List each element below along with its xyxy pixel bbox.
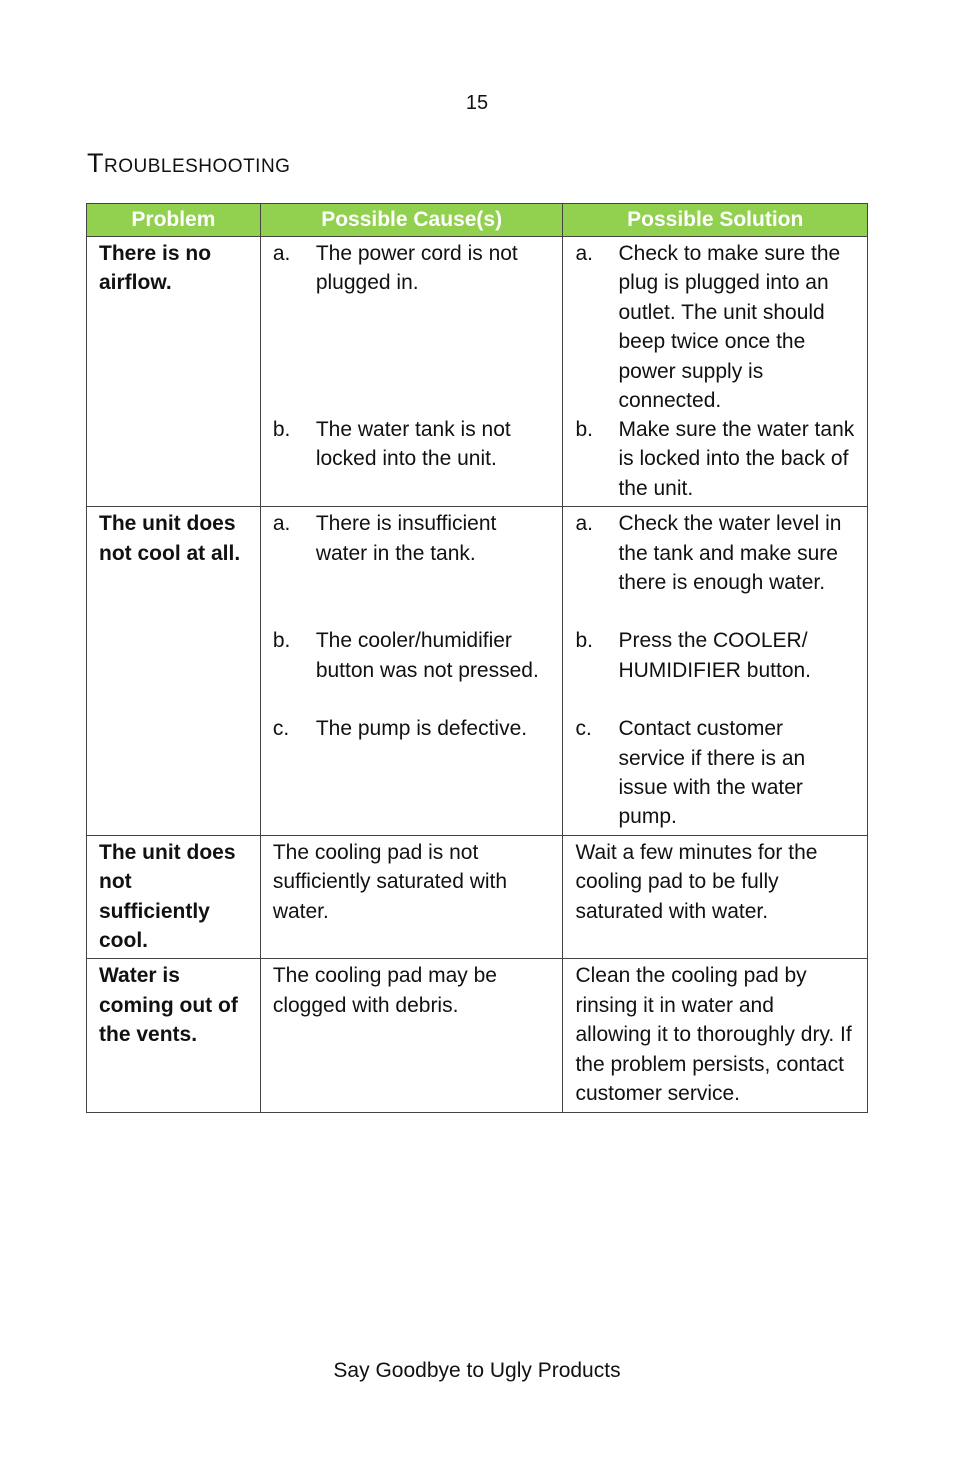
cause-cell: The cooling pad may be clogged with debris. xyxy=(260,959,563,1112)
problem-cell: The unit does not sufficiently cool. xyxy=(87,835,261,959)
cause-cell xyxy=(260,237,563,507)
list-text: Check to make sure the plug is plugged into an outlet. The unit should beep twice once the power supply is connected. xyxy=(618,242,841,413)
list-text: The pump is defective. xyxy=(315,717,528,741)
list-letter: b. xyxy=(575,418,593,441)
list-item xyxy=(273,415,551,474)
table-row xyxy=(87,959,868,1112)
solution-cell xyxy=(563,507,868,836)
troubleshooting-table xyxy=(86,203,868,1113)
table-row xyxy=(87,237,868,507)
problem-cell: The unit does not cool at all. xyxy=(87,507,261,836)
list-letter: c. xyxy=(272,717,290,741)
list-text: The cooler/humidifier button was not pressed. xyxy=(315,629,539,682)
list-letter: b. xyxy=(272,418,291,441)
table-header-row xyxy=(87,204,868,237)
list-item xyxy=(575,239,855,415)
header-problem: Problem xyxy=(87,204,261,237)
list-item xyxy=(575,415,855,503)
list-letter: a. xyxy=(575,242,593,265)
list-item xyxy=(273,509,551,626)
list-letter: a. xyxy=(272,512,291,536)
list-item xyxy=(575,714,855,832)
list-letter: c. xyxy=(575,717,592,741)
problem-cell: Water is coming out of the vents. xyxy=(87,959,261,1112)
list-item xyxy=(273,239,551,415)
footer-slogan: Say Goodbye to Ugly Products xyxy=(333,1359,621,1382)
header-causes: Possible Cause(s) xyxy=(260,204,563,237)
list-item xyxy=(273,714,551,743)
list-text: Make sure the water tank is locked into the back of the unit. xyxy=(618,418,855,500)
solution-cell: Clean the cooling pad by rinsing it in water and allowing it to thoroughly dry. If the problem persists, contact customer service. xyxy=(563,959,868,1112)
problem-cell: There is no airflow. xyxy=(87,237,261,507)
list-letter: a. xyxy=(272,242,291,265)
list-letter: b. xyxy=(272,629,291,653)
cause-cell: The cooling pad is not sufficiently saturated with water. xyxy=(260,835,563,959)
cause-cell xyxy=(260,507,563,836)
list-text: Contact customer service if there is an issue with the water pump. xyxy=(618,717,806,829)
list-item xyxy=(273,626,551,714)
section-title: Troubleshooting xyxy=(87,148,291,178)
list-item xyxy=(575,626,855,714)
list-text: The water tank is not locked into the unit. xyxy=(315,418,511,471)
list-text: The power cord is not plugged in. xyxy=(315,242,518,295)
table-row xyxy=(87,835,868,959)
list-item xyxy=(575,509,855,626)
solution-cell xyxy=(563,237,868,507)
list-text: Check the water level in the tank and make sure there is enough water. xyxy=(618,512,842,595)
table-row xyxy=(87,507,868,836)
list-text: Press the COOLER/ HUMIDIFIER button. xyxy=(618,629,812,682)
header-solution: Possible Solution xyxy=(563,204,868,237)
list-text: There is insufficient water in the tank. xyxy=(315,512,497,565)
page-number: 15 xyxy=(465,92,489,114)
list-letter: a. xyxy=(575,512,593,536)
solution-cell: Wait a few minutes for the cooling pad to be fully saturated with water. xyxy=(563,835,868,959)
list-letter: b. xyxy=(575,629,593,653)
